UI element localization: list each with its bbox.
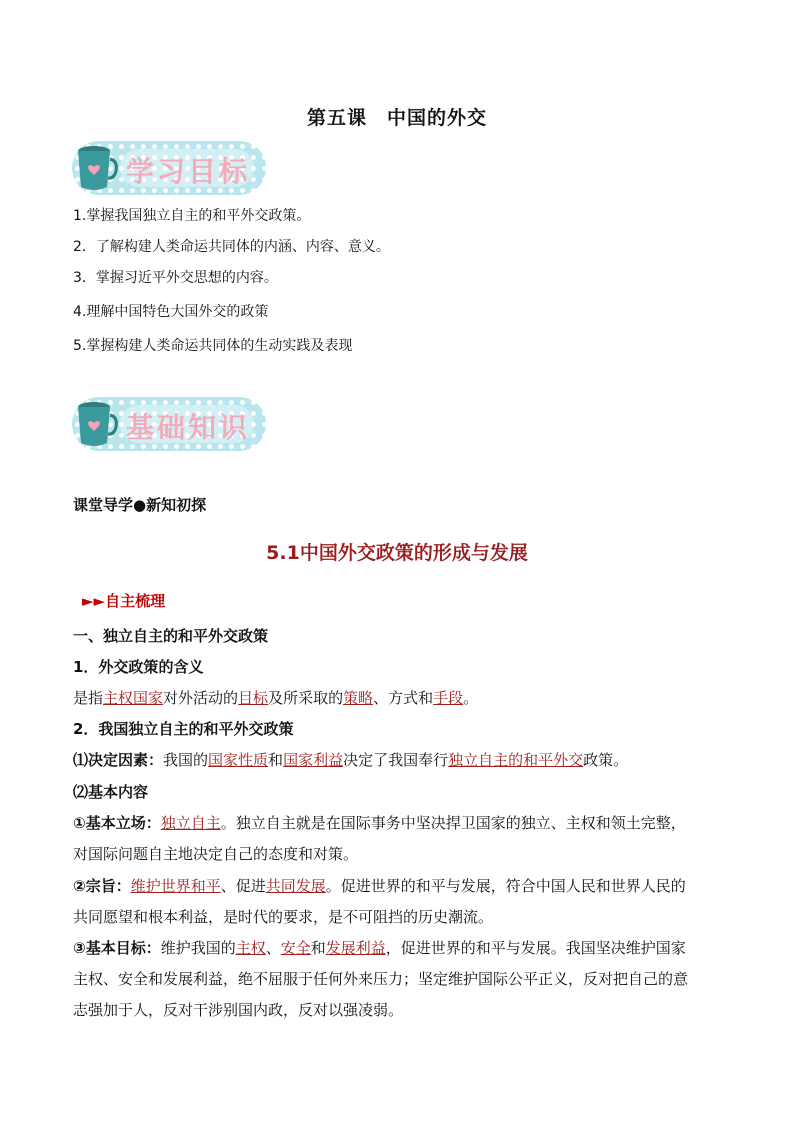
paragraph-1: 是指主权国家对外活动的目标及所采取的策略、方式和手段。 <box>73 689 479 707</box>
paragraph-5-cont: 主权、安全和发展利益，绝不屈服于任何外来压力；坚定维护国际公平正义，反对把自己的意 <box>73 970 689 988</box>
keyword: 独立自主 <box>160 814 221 832</box>
paragraph-3: ①基本立场：独立自主。独立自主就是在国际事务中坚决捍卫国家的独立、主权和领土完整， <box>73 814 686 832</box>
heading-basic-content: ⑵基本内容 <box>73 783 149 801</box>
basics-badge <box>72 397 266 451</box>
keyword: 目标 <box>238 689 269 707</box>
page-title: 第五课 中国的外交 <box>306 107 487 129</box>
basics-badge-label: 基础知识 <box>126 411 251 444</box>
keyword: 安全 <box>280 939 311 957</box>
keyword: 手段 <box>433 689 464 707</box>
goals-badge-label: 学习目标 <box>126 155 251 188</box>
goals-badge <box>72 141 266 195</box>
keyword: 发展利益 <box>325 939 386 957</box>
self-study-heading: ►►自主梳理 <box>82 592 166 610</box>
keyword: 主权 <box>235 939 266 957</box>
paragraph-3-cont: 对国际问题自主地决定自己的态度和对策。 <box>73 845 359 863</box>
paragraph-5: ③基本目标：维护我国的主权、安全和发展利益，促进世界的和平与发展。我国坚决维护国家 <box>73 939 686 957</box>
paragraph-4-cont: 共同愿望和根本利益，是时代的要求，是不可阻挡的历史潮流。 <box>73 908 494 926</box>
goal-item: 4.理解中国特色大国外交的政策 <box>73 304 269 320</box>
keyword: 维护世界和平 <box>130 877 221 895</box>
goal-item: 3．掌握习近平外交思想的内容。 <box>73 270 278 286</box>
heading-1-2: 2．我国独立自主的和平外交政策 <box>73 720 294 738</box>
mug-icon <box>72 143 118 193</box>
paragraph-5-cont: 志强加于人，反对干涉别国内政，反对以强凌弱。 <box>73 1001 404 1019</box>
mug-icon <box>72 399 118 449</box>
paragraph-4: ②宗旨：维护世界和平、促进共同发展。促进世界的和平与发展，符合中国人民和世界人民的 <box>73 877 686 895</box>
heading-1: 一、独立自主的和平外交政策 <box>73 627 269 645</box>
keyword: 独立自主的和平外交 <box>448 751 584 769</box>
paragraph-2: ⑴决定因素：我国的国家性质和国家利益决定了我国奉行独立自主的和平外交政策。 <box>73 751 629 769</box>
goal-item: 1.掌握我国独立自主的和平外交政策。 <box>73 208 311 224</box>
classroom-heading: 课堂导学●新知初探 <box>73 496 207 514</box>
heading-1-1: 1．外交政策的含义 <box>73 658 204 676</box>
keyword: 策略 <box>343 689 374 707</box>
keyword: 主权国家 <box>103 689 164 707</box>
goal-item: 5.掌握构建人类命运共同体的生动实践及表现 <box>73 338 353 354</box>
section-title: 5.1中国外交政策的形成与发展 <box>266 542 528 564</box>
keyword: 国家利益 <box>283 751 344 769</box>
keyword: 国家性质 <box>208 751 269 769</box>
keyword: 共同发展 <box>265 877 326 895</box>
goal-item: 2．了解构建人类命运共同体的内涵、内容、意义。 <box>73 239 390 255</box>
